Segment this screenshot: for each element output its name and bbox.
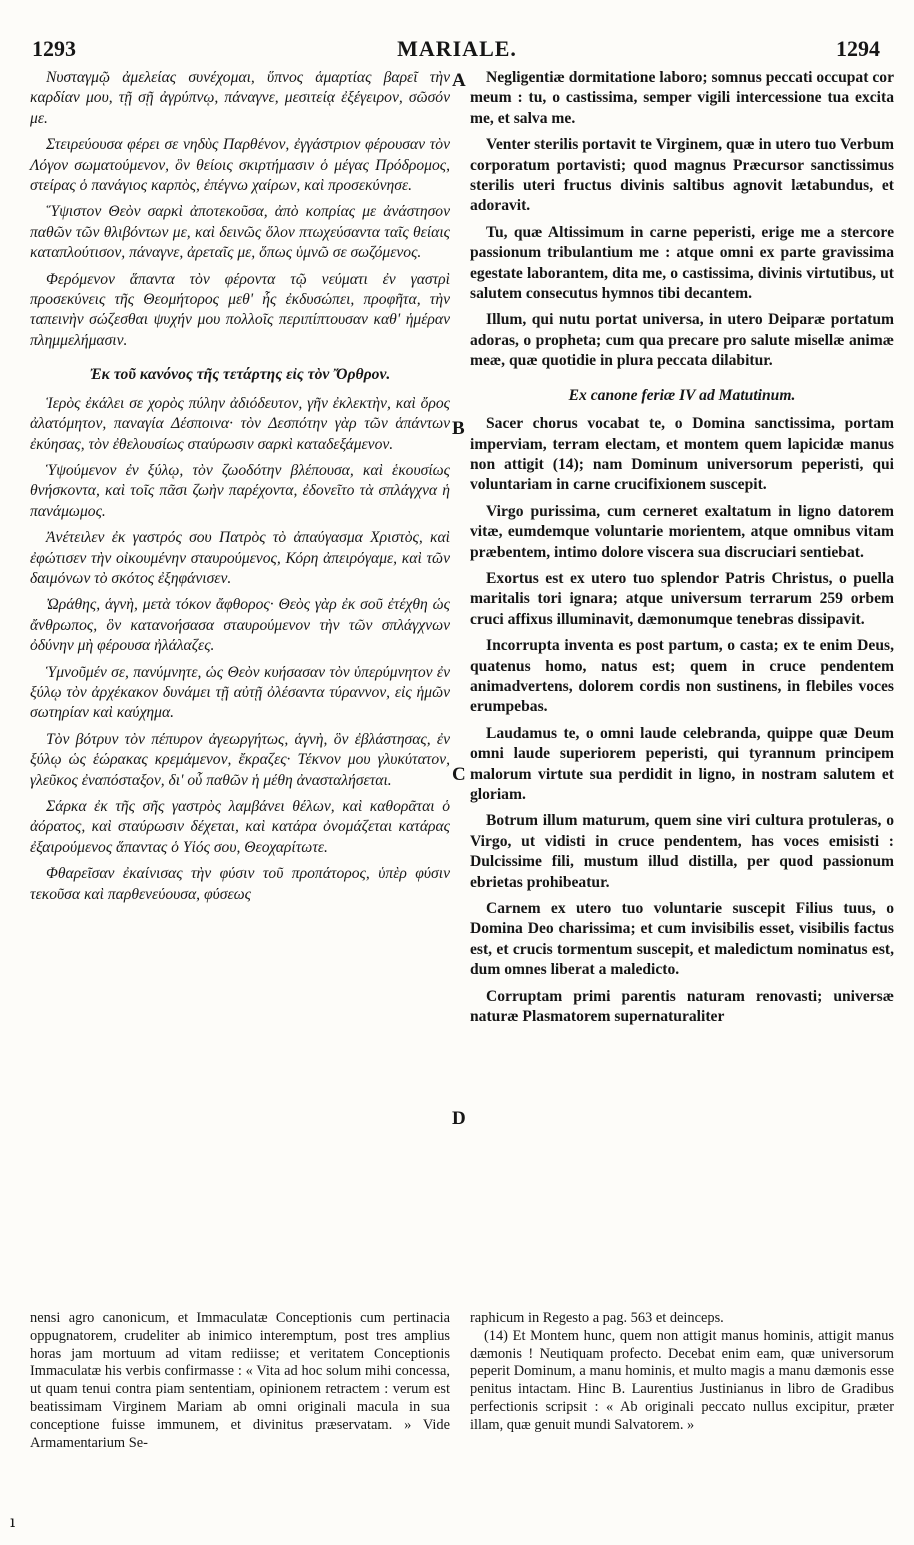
latin-paragraph: Tu, quæ Altissimum in carne peperisti, erige me a stercore passionum tribulantium me : atque omni ex parte gravissima egestate laborantem, dita me, o castissima, divinis virtutibus, ut salutem consecutus hymnos tibi decantem. — [470, 223, 894, 303]
running-title: MARIALE. — [397, 36, 517, 61]
footnote-text: (14) Et Montem hunc, quem non attigit manus hominis, attigit manus dæmonis ! Neutiquam profecto. Decebat enim eam, quæ universorum peperit Dominum, a manu hominis, et multo magis a manu dæmonis esse penitus intactam. Hinc B. Laurentius Justinianus in libro de Gradibus perfectionis scripsit : « Ab originali peccato nullus excipitur, præter illam, quæ genuit mundi Salvatorem. » — [470, 1327, 894, 1433]
latin-column — [470, 68, 894, 1033]
greek-column — [30, 68, 450, 911]
greek-section-heading: Ἐκ τοῦ κανόνος τῆς τετάρτης εἰς τὸν Ὄρθρον. — [89, 366, 391, 384]
latin-paragraph: Negligentiæ dormitatione laboro; somnus peccati occupat cor meum : tu, o castissima, semper vigili intercessione tua excita me, et salva me. — [470, 69, 894, 127]
greek-paragraph: Ὑψούμενον ἐν ξύλῳ, τὸν ζωοδότην βλέπουσα, καὶ ἑκουσίως θνήσκοντα, καὶ τοῖς πᾶσι ζωὴν παρέχοντα, ἐδονεῖτο τὰ σπλάγχνα ἡ πανάμωμος. — [30, 461, 450, 520]
greek-paragraph: Στειρεύουσα φέρει σε νηδὺς Παρθένον, ἐγγάστριον φέρουσαν τὸν Λόγον σωματούμενον, ὃν θείοις σκιρτήμασιν ὁ μέγας Πρόδρομος, στείρας ὁ πανάγιος καρπὸς, ἐπέγνω χαίρων, καὶ προσεκύνησε. — [30, 136, 450, 195]
latin-paragraph: Incorrupta inventa es post partum, o casta; ex te enim Deus, quatenus homo, natus est; quem in cruce pendentem animadvertens, dolorem cordis non sustinens, in flebiles voces erumpebas. — [470, 637, 894, 716]
footnote-text: raphicum in Regesto a pag. 563 et deinceps. — [470, 1310, 724, 1326]
greek-paragraph: Ἱερὸς ἐκάλει σε χορὸς πύλην ἀδιόδευτον, γῆν ἐκλεκτὴν, καὶ ὄρος ἀλατόμητον, παναγία Δέσποινα· τὸν Δεσπότην γὰρ τῶν ἁπάντων ἐκύησας, τὸν ἐθελουσίως σταύρωσιν σαρκὶ καταδεξάμενον. — [30, 394, 450, 453]
greek-paragraph: Φερόμενον ἅπαντα τὸν φέροντα τῷ νεύματι ἐν γαστρὶ προσεκύνεις τῆς Θεομήτορος μεθ' ἧς ἐκδυσώπει, προφῆτα, τὴν ταπεινὴν σώζεσθαι ψυχήν μου πολλοῖς περιπίπτουσαν καθ' ἡμέραν πλημμελήμασιν. — [30, 270, 450, 349]
latin-paragraph: Venter sterilis portavit te Virginem, quæ in utero tuo Verbum corporatum portavisti; quod magnus Præcursor sanctissimus sterilis uteri fructus divinis saltibus agnovit lætabundus, et adoravit. — [470, 136, 894, 215]
latin-paragraph: Virgo purissima, cum cerneret exaltatum in ligno datorem vitæ, eumdemque voluntarie morientem, atque omnibus vitam præbentem, intimo dolore viscera sua discruciari sentiebat. — [470, 502, 894, 561]
latin-paragraph: Illum, qui nutu portat universa, in utero Deiparæ portatum adoras, o propheta; cum qua precare pro salute misellæ animæ meæ, quæ quotidie in plura peccata dilabitur. — [470, 311, 894, 370]
edge-mark: ı — [10, 1512, 16, 1531]
greek-paragraph: Ἀνέτειλεν ἐκ γαστρός σου Πατρὸς τὸ ἀπαύγασμα Χριστὸς, καὶ ἐφώτισεν τὴν οἰκουμένην σταυρούμενος, Κόρη ἀπειρόγαμε, καὶ τῶν δαιμόνων τὸ σκότος ἐξηφάνισεν. — [30, 529, 450, 587]
latin-section-heading: Ex canone feriæ IV ad Matutinum. — [568, 386, 796, 404]
latin-paragraph: Sacer chorus vocabat te, o Domina sanctissima, portam imperviam, terram electam, et montem quem lapicidæ manus non attigit (14); nam Dominum universorum peperisti, qui voluntariam in carne crucifixionem suscepit. — [470, 415, 894, 494]
page-header — [30, 36, 884, 64]
latin-paragraph: Exortus est ex utero tuo splendor Patris Christus, o puella maritalis tori ignara; atque universum terrarum 259 orbem cruci affixus illuminavit, dæmonumque tenebras dissipavit. — [470, 569, 894, 628]
greek-paragraph: Φθαρεῖσαν ἐκαίνισας τὴν φύσιν τοῦ προπάτορος, ὑπὲρ φύσιν τεκοῦσα καὶ παρθενεύουσα, φύσεως — [30, 865, 450, 903]
latin-paragraph: Carnem ex utero tuo voluntarie suscepit Filius tuus, o Domina Deo charissima; et cum invisibilis esset, visibilis factus est, et crucis tormentum suscepit, et maledictum nominatus est, dum omnes liberat a maledicto. — [470, 900, 894, 979]
latin-paragraph: Laudamus te, o omni laude celebranda, quippe quæ Deum omni laude superiorem peperisti, qui tyrannum principem malorum virtute sua perdidit in ligno, in nostram salutem et gloriam. — [470, 724, 894, 803]
footnote-left — [30, 1310, 450, 1452]
greek-paragraph: Νυσταγμῷ ἀμελείας συνέχομαι, ὕπνος ἁμαρτίας βαρεῖ τὴν καρδίαν μου, τῇ σῇ ἀγρύπνῳ, πάναγνε, μεσιτείᾳ ἐξέγειρον, σῶσόν με. — [30, 69, 450, 127]
greek-paragraph: Σάρκα ἐκ τῆς σῆς γαστρὸς λαμβάνει θέλων, καὶ καθορᾶται ὁ ἀόρατος, καὶ σταύρωσιν δέχεται, καὶ κατάρα ὀνομάζεται κατάρας ἐξαιρούμενος ἅπαντας ὁ Υἱός σου, Θεοχαρίτωτε. — [30, 798, 450, 856]
greek-paragraph: Ὑμνοῦμέν σε, πανύμνητε, ὡς Θεὸν κυήσασαν τὸν ὑπερύμνητον ἐν ξύλῳ τὸν ἀρχέκακον δυνάμει τῇ αὐτῇ ὀλέσαντα τύραννον, εἰς ἡμῶν σωτηρίαν καὶ καύχημα. — [30, 663, 450, 722]
margin-marker-a: A — [452, 70, 466, 91]
footnote-text: nensi agro canonicum, et Immaculatæ Conceptionis cum pertinacia oppugnatorem, crudeliter ab inimico interemptum, post tres amplius horas jam mortuum ad vitam rediisse; et veritatem Conceptionis Immaculatæ his verbis confirmasse : « Vita ad hoc solum mihi concessa, ut quam tenui contra piam sententiam, opinionem retractem : verum est beatissimam Virginem Mariam ab omni originali macula in sua conceptione fuisse immunem, et divinitus præservatam. » Vide Armamentarium Se- — [30, 1310, 450, 1451]
latin-paragraph: Corruptam primi parentis naturam renovasti; universæ naturæ Plasmatorem supernaturaliter — [470, 987, 894, 1026]
page-number-left: 1293 — [32, 36, 76, 61]
margin-marker-d: D — [452, 1108, 466, 1129]
greek-paragraph: Τὸν βότρυν τὸν πέπυρον ἀγεωργήτως, ἁγνὴ, ὃν ἐβλάστησας, ἐν ξύλῳ ὡς ἑώρακας κρεμάμενον, ἔκραζες· Τέκνον μου γλυκύτατον, γλεῦκος ἐναπόσταξον, δι' οὗ παθῶν ἡ μέθη ἀνασταλήσεται. — [30, 730, 450, 789]
page-number-right: 1294 — [836, 36, 880, 61]
greek-paragraph: Ὠράθης, ἁγνὴ, μετὰ τόκον ἄφθορος· Θεὸς γὰρ ἐκ σοῦ ἐτέχθη ὡς ἄνθρωπος, ὃν κατανοήσασα σταυρούμενον τὴν τῶν σπλάγχνων ὀδύνην μὴ φέρουσα ἠλάλαζες. — [30, 596, 450, 655]
margin-marker-c: C — [452, 764, 466, 785]
latin-paragraph: Botrum illum maturum, quem sine viri cultura protuleras, o Virgo, ut vidisti in cruce pendentem, has voces emisisti : Dulcissime fili, mustum illud distilla, per quod passionum ebrietas prohibeatur. — [470, 812, 894, 891]
footnote-right — [470, 1310, 894, 1435]
margin-marker-b: B — [452, 418, 465, 439]
greek-paragraph: Ὕψιστον Θεὸν σαρκὶ ἀποτεκοῦσα, ἀπὸ κοπρίας με ἀνάστησον παθῶν τῶν θλιβόντων με, καὶ δεινῶς ὅλον πτωχεύσαντα ταῖς θείαις καταπλούτισον, πάναγνε, ἀρεταῖς με, ὅπως ὑμνῶ σε σωζόμενος. — [30, 203, 450, 262]
